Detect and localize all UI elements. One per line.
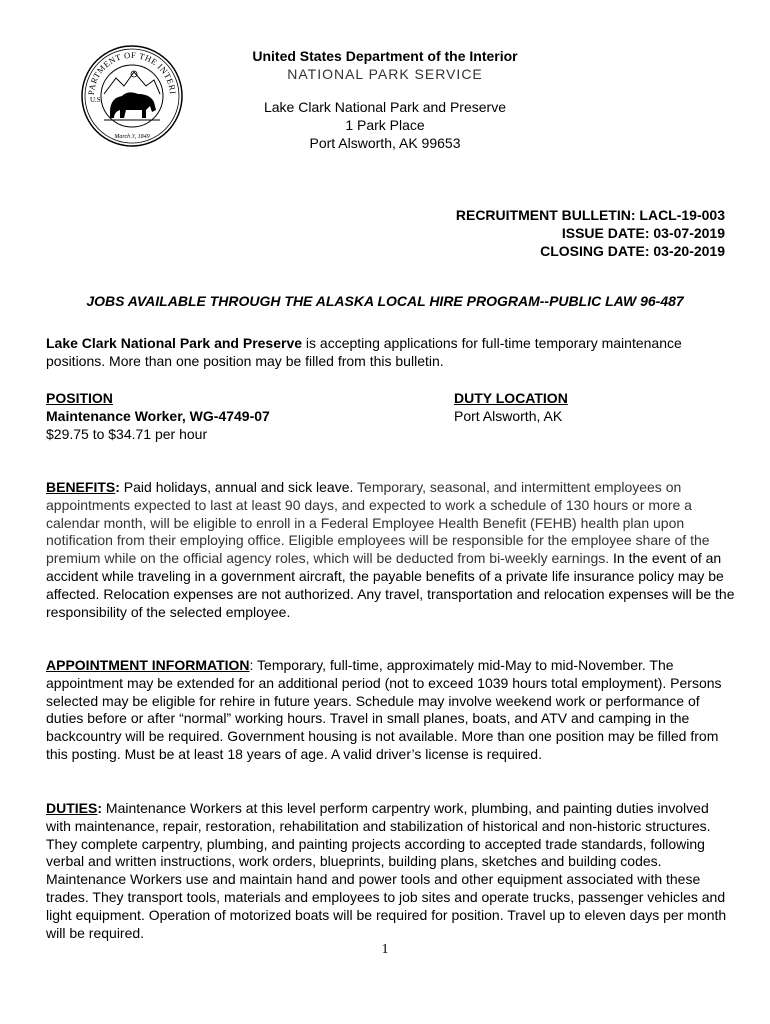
duties-text: Maintenance Workers at this level perform carpentry work, plumbing, and painting duties involved with maintenance, repair, restoration, rehabilitation and stabilization of historical and non-historic structures. They complete carpentry, plumbing, and painting projects according to accepted trade standards, following verbal and written instructions, work orders, blueprints, building plans, sketches and building codes. Maintenance Workers use and maintain hand and power tools and other equipment associated with these trades. They transport tools, materials and employees to job sites and operate trucks, passenger vehicles and light equipment. Operation of motorized boats will be required for position. Travel up to eleven days per month will be required. [46, 800, 727, 941]
position-block [46, 389, 270, 443]
page-number: 1 [381, 942, 389, 957]
benefits-text-3: In the event of an accident while traveling in a government aircraft, the payable benefits of a private life insurance policy may be affected. Relocation expenses are not authorized. Any travel, transportation and relocation expenses will be the responsibility of the selected employee. [46, 550, 735, 620]
program-title: JOBS AVAILABLE THROUGH THE ALASKA LOCAL HIRE PROGRAM--PUBLIC LAW 96-487 [86, 293, 684, 309]
appointment-paragraph [46, 657, 736, 764]
position-heading: POSITION [46, 390, 113, 406]
benefits-paragraph [46, 479, 736, 621]
svg-text:DEPARTMENT OF THE INTERIOR [80, 44, 178, 95]
appointment-text: : Temporary, full-time, approximately mid-May to mid-November. The appointment may be extended for an additional period (not to exceed 1039 hours total employment). Persons selected may be eligible for rehire in future years. Schedule may involve weekend work or performance of duties before or after “normal” working hours. Travel in small planes, boats, and ATV and camping in the backcountry will be required. Government housing is not available. More than one position may be filled from this posting. Must be at least 18 years of age. A valid driver’s license is required. [46, 657, 722, 762]
issue-date: ISSUE DATE: 03-07-2019 [561, 225, 725, 241]
duties-paragraph [46, 800, 736, 942]
doi-seal [80, 44, 184, 148]
bulletin-info [456, 206, 725, 260]
intro-park-name: Lake Clark National Park and Preserve [46, 335, 303, 351]
position-title: Maintenance Worker, WG-4749-07 [46, 408, 270, 424]
duties-heading: DUTIES [46, 800, 98, 816]
bison-icon [110, 92, 156, 118]
duty-location-heading: DUTY LOCATION [454, 390, 568, 406]
duty-location-block [454, 389, 568, 425]
seal-top-text: PARTMENT OF THE INTERI [85, 49, 178, 96]
service-name: NATIONAL PARK SERVICE [287, 66, 483, 82]
park-name: Lake Clark National Park and Preserve [263, 99, 506, 115]
position-pay: $29.75 to $34.71 per hour [46, 426, 208, 442]
closing-date: CLOSING DATE: 03-20-2019 [540, 243, 725, 259]
intro-text: is accepting applications for full-time temporary maintenance positions. More than one position may be filled from this bulletin. [46, 335, 682, 369]
benefits-text-1: Paid holidays, annual and sick leave. [119, 479, 358, 495]
duty-location-value: Port Alsworth, AK [454, 408, 563, 424]
seal-side-text: U.S. [90, 96, 103, 104]
address-line-1: 1 Park Place [345, 117, 425, 133]
address-line-2: Port Alsworth, AK 99653 [309, 135, 461, 151]
bulletin-number: RECRUITMENT BULLETIN: LACL-19-003 [455, 207, 725, 223]
intro-paragraph [46, 335, 736, 371]
seal-date-text: March 3, 1849 [114, 134, 150, 140]
benefits-heading: BENEFITS [46, 479, 116, 495]
benefits-colon: : [115, 479, 120, 495]
appointment-heading: APPOINTMENT INFORMATION [46, 657, 250, 673]
department-name: United States Department of the Interior [252, 48, 518, 64]
benefits-text-2: Temporary, seasonal, and intermittent employees on appointments expected to last at least 90 days, and expected to work a schedule of 130 hours or more a calendar month, will be eligible to enroll in a Federal Employee Health Benefit (FEHB) health plan upon notification from their employing office. Eligible employees will be responsible for the employee share of the premium while on the official agency roles, which will be deducted from bi-weekly earnings. [46, 479, 710, 567]
duties-colon: : [97, 800, 103, 816]
